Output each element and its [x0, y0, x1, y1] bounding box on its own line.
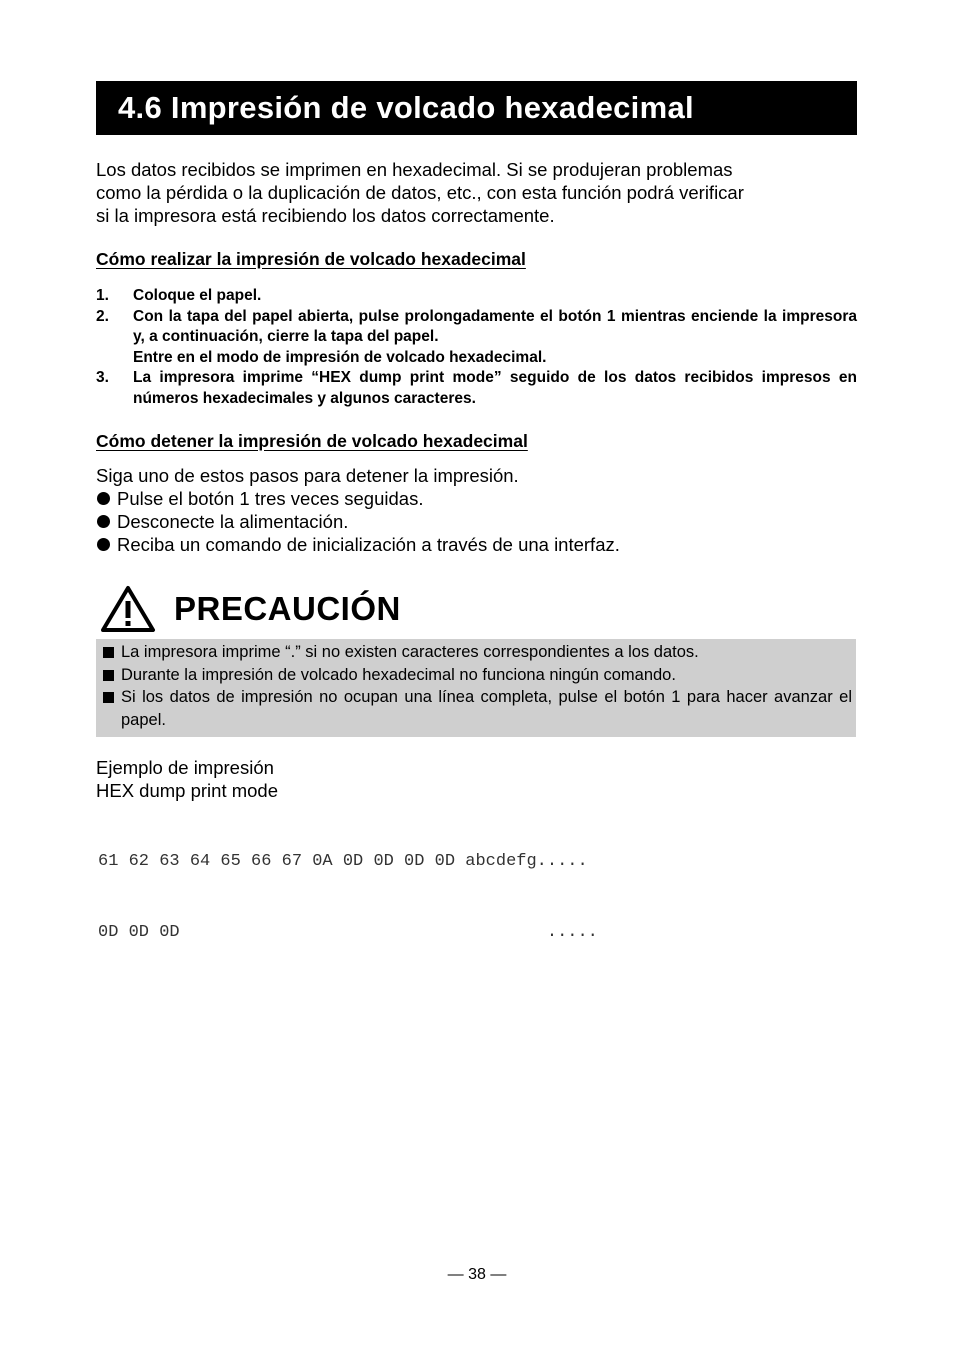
- step-line: Con la tapa del papel abierta, pulse prolongadamente el botón 1 mientras enciende la impresora y, a continuación, cierre la tapa del papel.: [133, 307, 857, 345]
- example-header: HEX dump print mode: [96, 780, 279, 801]
- intro-line: Los datos recibidos se imprimen en hexadecimal. Si se produjeran problemas: [96, 159, 733, 180]
- step-line: La impresora imprime “HEX dump print mode” seguido de los datos recibidos impresos en números hexadecimales y algunos caracteres.: [133, 369, 857, 407]
- list-item: [102, 686, 852, 731]
- step-number: 3.: [96, 369, 109, 386]
- list-item: [96, 487, 858, 510]
- step-number: 2.: [96, 307, 109, 325]
- caution-text: Si los datos de impresión no ocupan una línea completa, pulse el botón 1 para hacer avanzar el papel.: [121, 688, 852, 729]
- bullet-icon: [97, 492, 110, 505]
- example-label: Ejemplo de impresión: [96, 757, 274, 778]
- how-to-heading: Cómo realizar la impresión de volcado hexadecimal: [96, 249, 526, 269]
- square-bullet-icon: [103, 670, 114, 681]
- intro-paragraph: [96, 158, 858, 227]
- caution-text: La impresora imprime “.” si no existen caracteres correspondientes a los datos.: [121, 643, 699, 661]
- step-text: [133, 368, 857, 409]
- warning-triangle-icon: [100, 585, 156, 633]
- list-item: [96, 286, 857, 307]
- bullet-text: Desconecte la alimentación.: [117, 511, 349, 532]
- stop-heading: Cómo detener la impresión de volcado hexadecimal: [96, 431, 528, 451]
- list-item: [96, 533, 858, 556]
- bullet-icon: [97, 538, 110, 551]
- example-block: [96, 756, 278, 802]
- list-item: [96, 368, 857, 409]
- bullet-text: Pulse el botón 1 tres veces seguidas.: [117, 488, 424, 509]
- bullet-text: Reciba un comando de inicialización a través de una interfaz.: [117, 534, 620, 555]
- caution-box: [96, 639, 856, 737]
- stop-section: [96, 464, 858, 556]
- list-item: [96, 307, 857, 369]
- caution-text: Durante la impresión de volcado hexadecimal no funciona ningún comando.: [121, 665, 676, 684]
- hex-dump-output: [98, 803, 598, 968]
- page-number: — 38 —: [447, 1266, 507, 1283]
- intro-line: si la impresora está recibiendo los datos correctamente.: [96, 205, 555, 226]
- stop-intro: Siga uno de estos pasos para detener la impresión.: [96, 465, 519, 486]
- caution-title: PRECAUCIÓN: [174, 590, 401, 627]
- bullet-icon: [97, 515, 110, 528]
- hex-line: 61 62 63 64 65 66 67 0A 0D 0D 0D 0D abcdefg.....: [98, 852, 588, 871]
- step-number: 1.: [96, 287, 109, 304]
- intro-line: como la pérdida o la duplicación de datos, etc., con esta función podrá verificar: [96, 182, 744, 203]
- list-item: [96, 510, 858, 533]
- list-item: [102, 641, 852, 664]
- section-title: 4.6 Impresión de volcado hexadecimal: [96, 81, 857, 135]
- steps-list: [96, 286, 857, 409]
- step-text: [133, 307, 857, 369]
- square-bullet-icon: [103, 647, 114, 658]
- hex-line: 0D 0D 0D .....: [98, 922, 598, 942]
- list-item: [102, 664, 852, 687]
- caution-header: [100, 583, 401, 635]
- square-bullet-icon: [103, 692, 114, 703]
- step-line: Coloque el papel.: [133, 287, 262, 304]
- step-text: [133, 286, 857, 307]
- step-line: Entre en el modo de impresión de volcado hexadecimal.: [133, 348, 547, 366]
